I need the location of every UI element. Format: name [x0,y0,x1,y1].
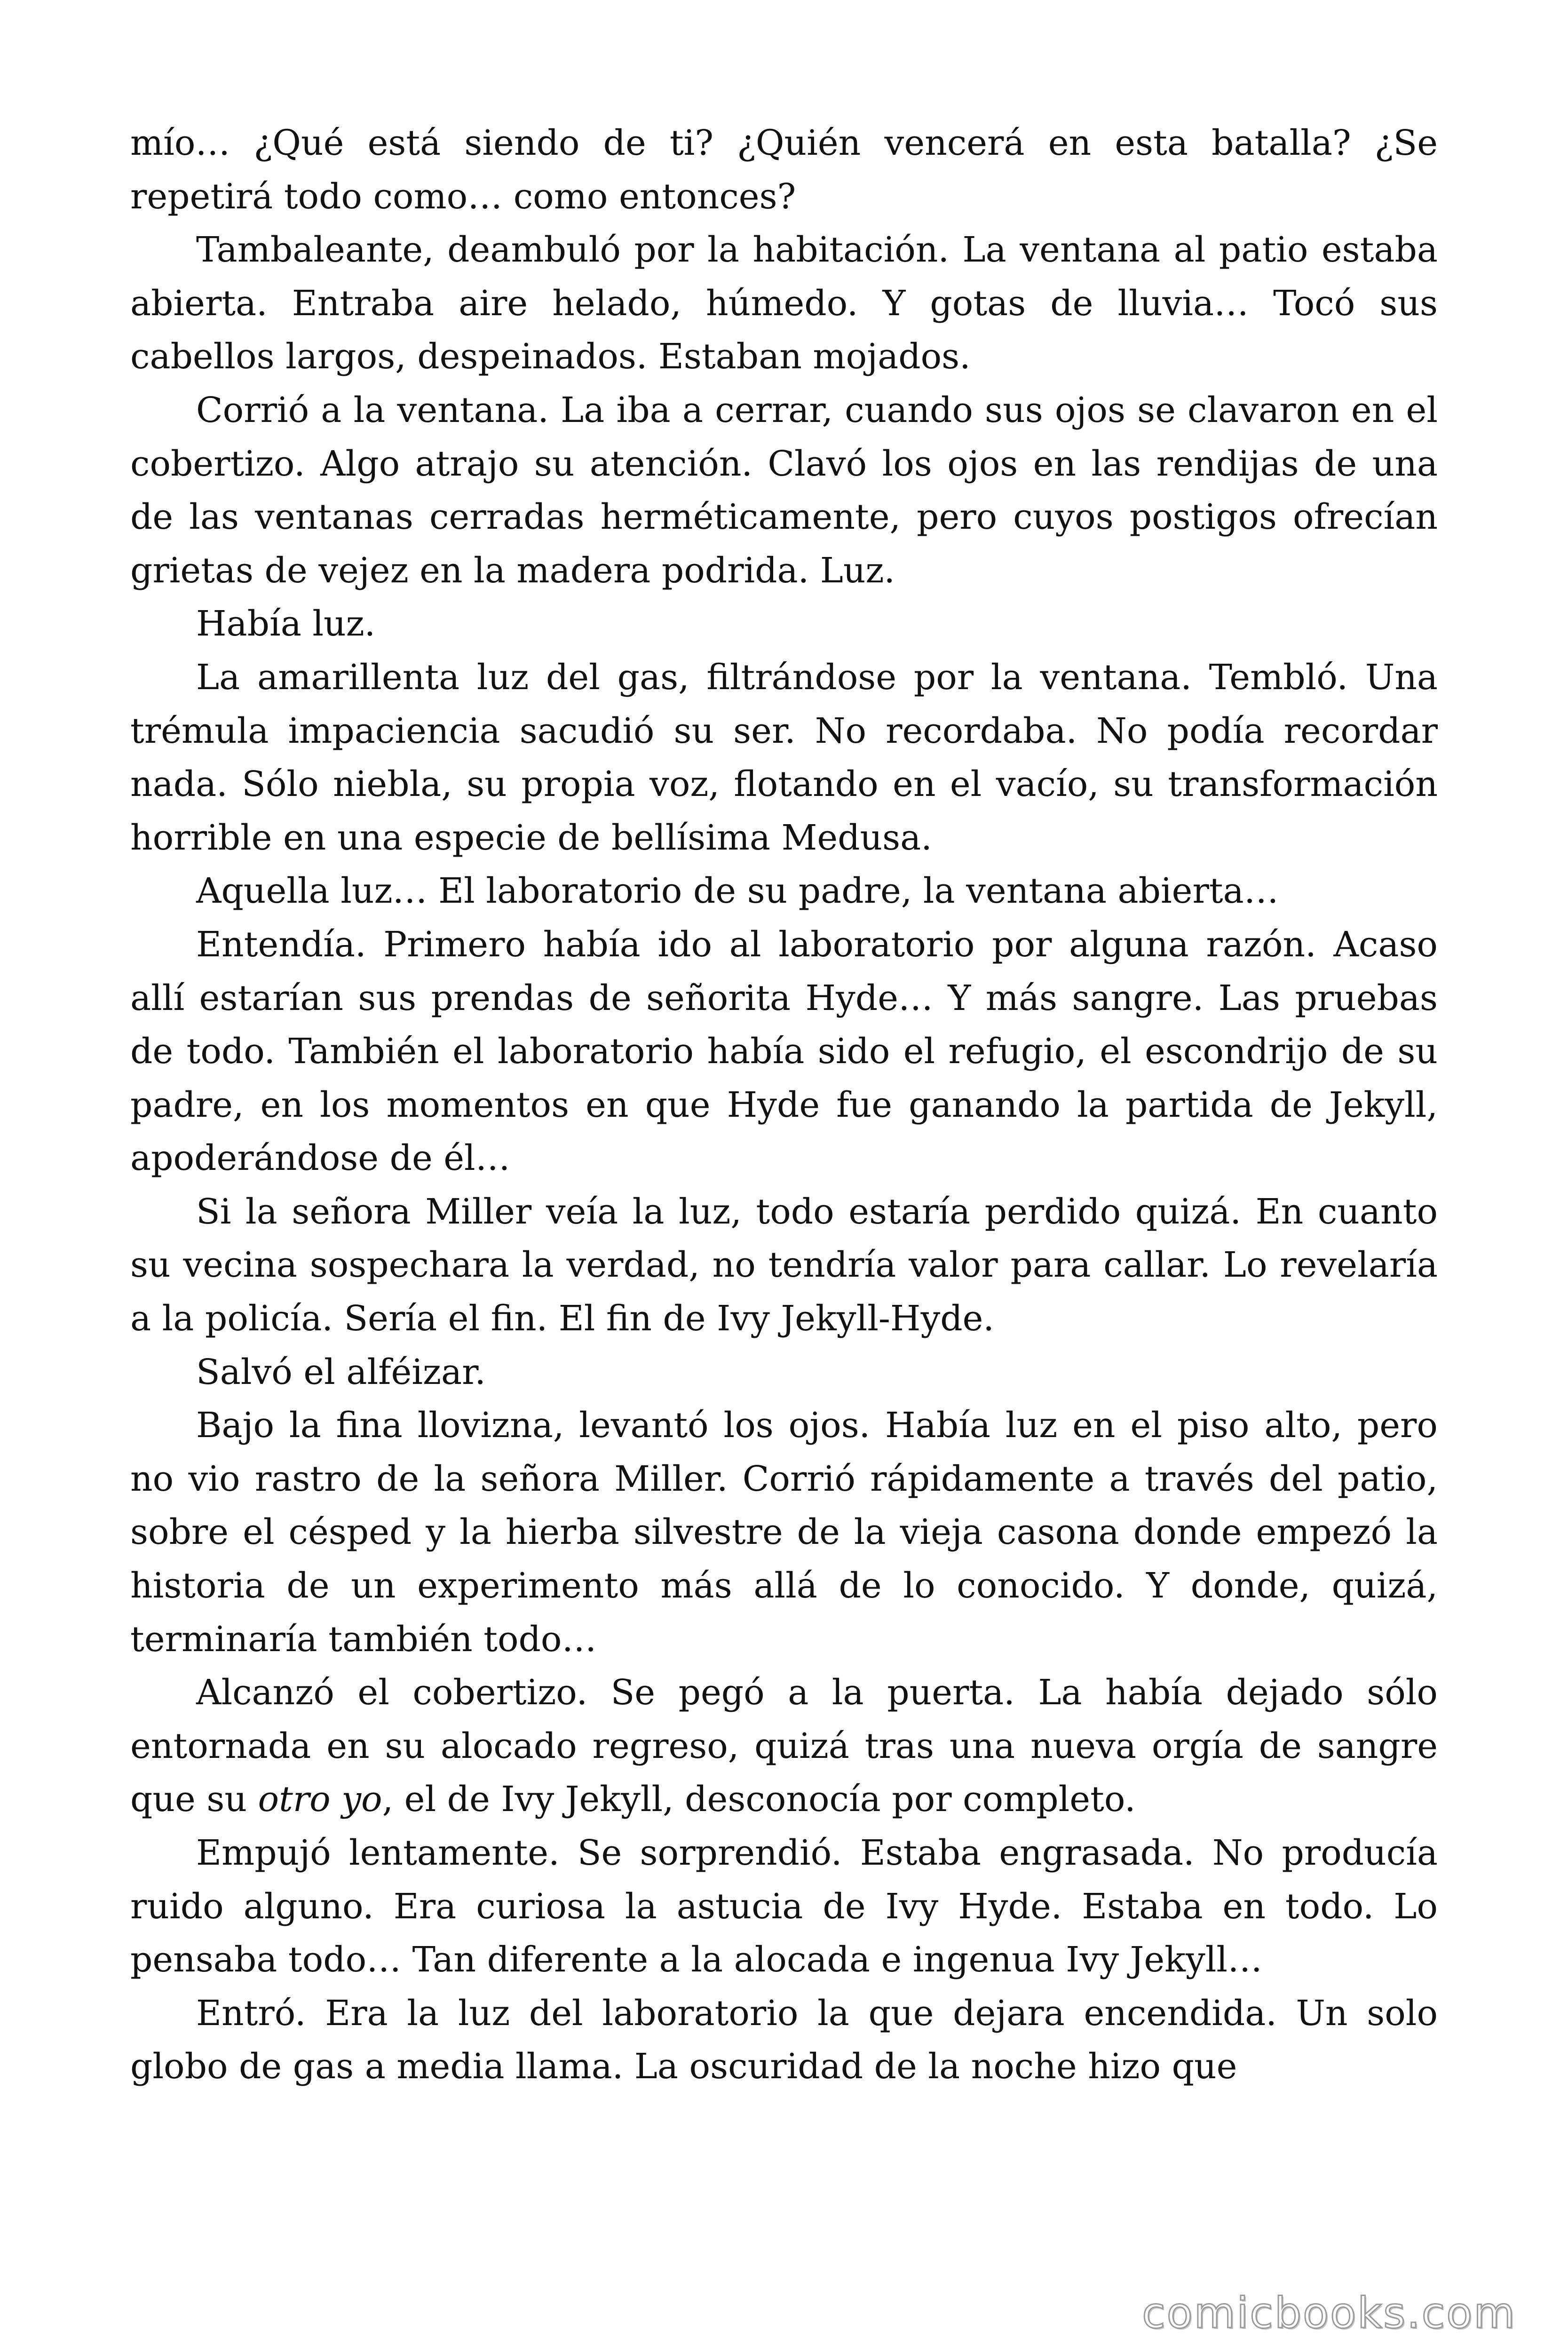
text-run: Tambaleante, deambuló por la habitación. La ventana al patio estaba abierta. Entraba aire helado, húmedo. Y gotas de lluvia… Tocó sus cabellos largos, despeinados. Estaban mojados. [130,230,1438,377]
paragraph [130,1987,1438,2094]
paragraph [130,865,1438,918]
text-run: Empujó lentamente. Se sorprendió. Estaba engrasada. No producía ruido alguno. Era curiosa la astucia de Ivy Hyde. Estaba en todo. Lo pensaba todo… Tan diferente a la alocada e ingenua Ivy Jekyll… [130,1833,1438,1980]
italic-text: otro yo [258,1779,382,1820]
text-run: , el de Ivy Jekyll, desconocía por completo. [382,1779,1136,1820]
text-run: La amarillenta luz del gas, filtrándose por la ventana. Tembló. Una trémula impaciencia sacudió su ser. No recordaba. No podía recordar nada. Sólo niebla, su propia voz, flotando en el vacío, su transformación horrible en una especie de bellísima Medusa. [130,657,1438,858]
text-run: Entró. Era la luz del laboratorio la que dejara encendida. Un solo globo de gas a media llama. La oscuridad de la noche hizo que [130,1993,1438,2087]
paragraph [130,1399,1438,1666]
paragraph [130,1185,1438,1346]
text-run: Corrió a la ventana. La iba a cerrar, cuando sus ojos se clavaron en el cobertizo. Algo atrajo su atención. Clavó los ojos en las rendijas de una de las ventanas cerradas herméticamente, pero cuyos postigos ofrecían grietas de vejez en la madera podrida. Luz. [130,389,1438,591]
text-run: Aquella luz… El laboratorio de su padre, la ventana abierta… [196,871,1279,912]
paragraph [130,117,1438,223]
text-run: mío… ¿Qué está siendo de ti? ¿Quién vencerá en esta batalla? ¿Se repetirá todo como… como entonces? [130,123,1438,217]
paragraph [130,918,1438,1185]
text-run: Bajo la fina llovizna, levantó los ojos. Había luz en el piso alto, pero no vio rastro de la señora Miller. Corrió rápidamente a través del patio, sobre el césped y la hierba silvestre de la vieja casona donde empezó la historia de un experimento más allá de lo conocido. Y donde, quizá, terminaría también todo… [130,1405,1438,1660]
paragraph [130,597,1438,651]
watermark: comicbooks.com [1142,2288,1516,2338]
paragraph [130,384,1438,597]
body-text [130,117,1438,2094]
paragraph [130,651,1438,865]
text-run: Salvó el alféizar. [196,1351,486,1392]
text-run: Entendía. Primero había ido al laboratorio por alguna razón. Acaso allí estarían sus prendas de señorita Hyde… Y más sangre. Las pruebas de todo. También el laboratorio había sido el refugio, el escondrijo de su padre, en los momentos en que Hyde fue ganando la partida de Jekyll, apoderándose de él… [130,924,1438,1179]
paragraph [130,1827,1438,1987]
paragraph [130,223,1438,384]
text-run: Si la señora Miller veía la luz, todo estaría perdido quizá. En cuanto su vecina sospechara la verdad, no tendría valor para callar. Lo revelaría a la policía. Sería el fin. El fin de Ivy Jekyll-Hyde. [130,1191,1438,1339]
paragraph [130,1346,1438,1399]
text-run: Había luz. [196,604,376,644]
text-run: Alcanzó el cobertizo. Se pegó a la puerta. La había dejado sólo entornada en su alocado regreso, quizá tras una nueva orgía de sangre que su [130,1672,1438,1820]
paragraph [130,1666,1438,1827]
